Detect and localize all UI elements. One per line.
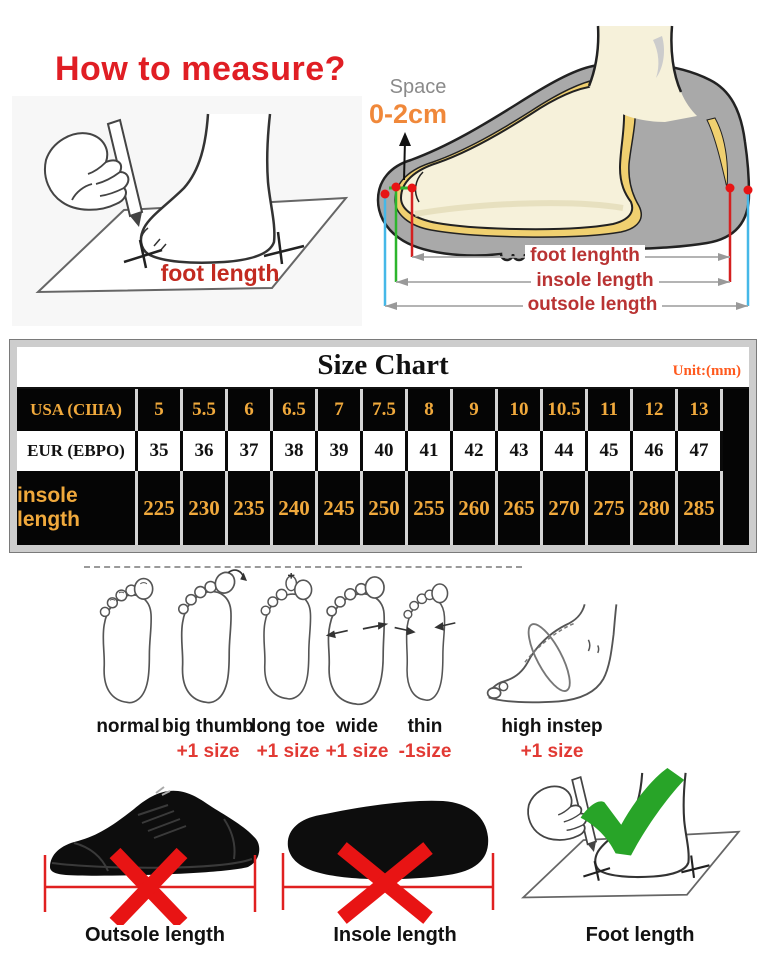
foot-normal-icon (91, 566, 165, 712)
size-chart-cell: 5.5 (183, 389, 225, 431)
size-chart-row (17, 471, 749, 545)
foot-length-example-label: Foot length (585, 924, 695, 946)
foot-type-adjustment: +1 size (325, 741, 389, 762)
size-chart-cell: 36 (183, 431, 225, 471)
size-chart-grid (17, 389, 749, 545)
size-chart-cell: 275 (588, 471, 630, 545)
foot-length-dimension-text: foot lenghth (525, 245, 645, 266)
space-arrow-head (399, 132, 411, 146)
foot-long-toe-figure (252, 560, 324, 712)
size-chart-filler (723, 471, 749, 545)
foot-type-label: normal (96, 716, 160, 737)
size-chart-cell: 245 (318, 471, 360, 545)
size-chart-cell: 13 (678, 389, 720, 431)
space-value: 0-2cm (368, 99, 448, 129)
foot-high-instep-icon (482, 604, 622, 712)
size-chart-cell: 240 (273, 471, 315, 545)
size-chart-cell: 230 (183, 471, 225, 545)
foot-wide-figure (319, 560, 395, 712)
foot-type-adjustment: +1 size (256, 741, 320, 762)
size-chart-cell: 44 (543, 431, 585, 471)
foot-type-adjustment: -1size (398, 741, 452, 762)
size-chart-filler (723, 389, 749, 431)
size-chart-cell: 10.5 (543, 389, 585, 431)
foot-long-toe-icon (252, 562, 324, 712)
size-chart-cell: 5 (138, 389, 180, 431)
size-chart-cell: 38 (273, 431, 315, 471)
foot-type-wide (317, 560, 397, 763)
size-chart-title: Size Chart (317, 349, 449, 381)
foot-thin-figure (390, 560, 460, 712)
foot-type-normal (84, 560, 172, 763)
size-chart-cell: 260 (453, 471, 495, 545)
size-chart-cell: 10 (498, 389, 540, 431)
insole-silhouette (288, 801, 488, 880)
size-chart-table (10, 340, 756, 552)
size-chart-cell: 9 (453, 389, 495, 431)
foot-type-big-thumb (162, 560, 254, 763)
size-chart-cell: 39 (318, 431, 360, 471)
size-chart-cell: 45 (588, 431, 630, 471)
size-chart-row (17, 389, 749, 431)
foot-length-dimension-label (500, 245, 670, 267)
size-chart-cell: 41 (408, 431, 450, 471)
insole-length-example-label: Insole length (333, 924, 457, 946)
size-chart-cell: 280 (633, 471, 675, 545)
insole-length-dimension-text: insole length (531, 270, 658, 291)
size-chart-cell: 37 (228, 431, 270, 471)
foot-big-thumb-figure (169, 560, 247, 712)
foot-type-adjustment: +1 size (176, 741, 240, 762)
outsole-length-dimension-text: outsole length (523, 294, 663, 315)
size-chart-cell: 11 (588, 389, 630, 431)
foot-type-label: long toe (251, 716, 325, 737)
foot-wide-icon (319, 566, 395, 712)
outsole-length-dimension-label (505, 294, 680, 316)
size-chart-cell: 285 (678, 471, 720, 545)
size-chart-cell: 7.5 (363, 389, 405, 431)
size-chart-cell: 7 (318, 389, 360, 431)
foot-length-example-figure (505, 760, 750, 923)
outsole-length-example-figure (28, 775, 278, 925)
size-chart-cell: 35 (138, 431, 180, 471)
size-chart-cell: 12 (633, 389, 675, 431)
size-chart-unit: Unit:(mm) (672, 363, 741, 379)
size-chart-row-label: USA (США) (17, 389, 135, 431)
foot-type-label: high instep (501, 716, 603, 737)
space-label: Space (389, 76, 447, 98)
size-chart-cell: 47 (678, 431, 720, 471)
foot-type-high-instep (477, 560, 627, 763)
foot-normal-figure (91, 560, 165, 712)
size-chart-cell: 235 (228, 471, 270, 545)
foot-type-adjustment: +1 size (520, 741, 584, 762)
size-chart-header (17, 347, 749, 389)
size-chart-row-label: insole length (17, 471, 135, 545)
foot-type-label: wide (335, 716, 379, 737)
foot-type-label: thin (407, 716, 443, 737)
insole-length-dimension-label (510, 270, 680, 292)
foot-type-thin (387, 560, 463, 763)
size-chart-cell: 255 (408, 471, 450, 545)
foot-measuring-illustration (12, 96, 362, 326)
foot-length-caption: foot length (160, 260, 280, 286)
size-chart-cell: 46 (633, 431, 675, 471)
size-chart-cell: 43 (498, 431, 540, 471)
size-chart-cell: 225 (138, 471, 180, 545)
size-chart-row-label: EUR (ЕВРО) (17, 431, 135, 471)
foot-type-label: big thumb (162, 716, 254, 737)
size-chart-cell: 270 (543, 471, 585, 545)
size-chart-cell: 265 (498, 471, 540, 545)
size-chart-cell: 42 (453, 431, 495, 471)
size-chart-cell: 250 (363, 471, 405, 545)
foot-high-instep-figure (482, 560, 622, 712)
size-chart-cell: 6 (228, 389, 270, 431)
size-chart-filler (723, 431, 749, 471)
outsole-length-example-label: Outsole length (85, 924, 225, 946)
size-chart-cell: 40 (363, 431, 405, 471)
foot-big-thumb-icon (169, 562, 247, 712)
page-title: How to measure? (55, 50, 346, 88)
insole-length-example-figure (278, 775, 503, 925)
foot-thin-icon (390, 568, 460, 712)
size-chart-row (17, 431, 749, 471)
sneaker-silhouette (50, 791, 259, 876)
size-chart-cell: 6.5 (273, 389, 315, 431)
size-chart-cell: 8 (408, 389, 450, 431)
